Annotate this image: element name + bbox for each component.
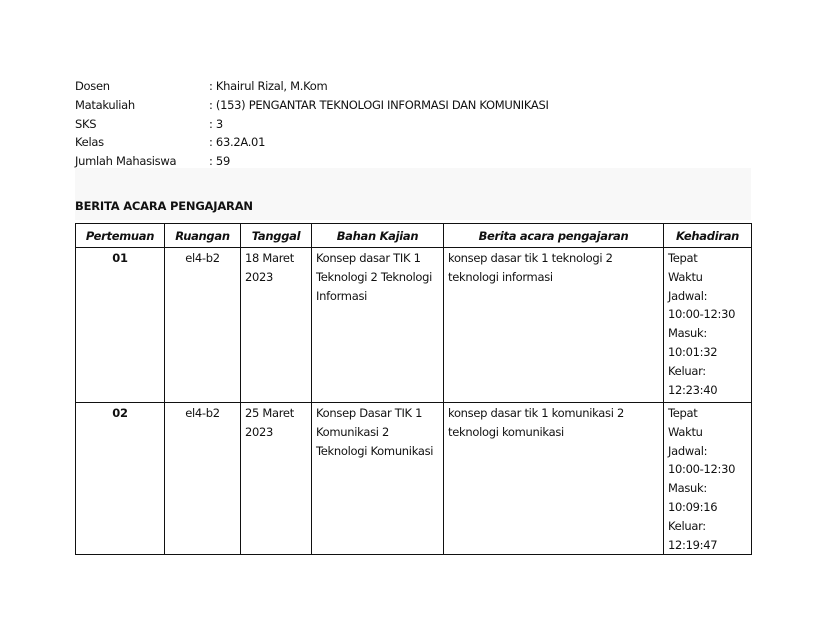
attendance-line: 10:00-12:30: [668, 462, 736, 477]
attendance-list: [668, 248, 747, 399]
cell-text: 01: [112, 251, 128, 265]
cell-text: 25 Maret 2023: [245, 406, 294, 439]
table-header-row: [76, 224, 752, 248]
cell-bahan-kajian: [312, 248, 444, 403]
header-kehadiran: Kehadiran: [664, 224, 752, 248]
info-value: : Khairul Rizal, M.Kom: [209, 79, 328, 93]
attendance-line: Keluar:: [668, 518, 706, 533]
cell-ruangan: [165, 403, 241, 555]
table-row: [76, 403, 752, 555]
attendance-line: 10:09:16: [668, 499, 718, 514]
cell-text: el4-b2: [185, 406, 220, 420]
attendance-line: Masuk:: [668, 326, 707, 341]
table-row: [76, 248, 752, 403]
cell-text: 18 Maret 2023: [245, 251, 294, 284]
cell-ruangan: [165, 248, 241, 403]
section-title: BERITA ACARA PENGAJARAN: [75, 199, 253, 213]
info-value: : (153) PENGANTAR TEKNOLOGI INFORMASI DAN KOMUNIKASI: [209, 97, 549, 112]
cell-tanggal: [241, 248, 312, 403]
cell-kehadiran: [664, 403, 752, 555]
cell-kehadiran: [664, 248, 752, 403]
attendance-line: 10:00-12:30: [668, 307, 736, 322]
attendance-line: 12:19:47: [668, 537, 718, 552]
cell-pertemuan: [76, 248, 165, 403]
cell-berita-acara: [444, 248, 664, 403]
cell-bahan-kajian: [312, 403, 444, 555]
info-label: Dosen: [75, 79, 110, 93]
cell-text: Konsep Dasar TIK 1 Komunikasi 2 Teknologi Komunikasi: [316, 406, 434, 458]
attendance-line: Masuk:: [668, 481, 707, 496]
cell-text: konsep dasar tik 1 komunikasi 2 teknologi komunikasi: [448, 406, 624, 439]
cell-berita-acara: [444, 403, 664, 555]
header-ruangan: Ruangan: [165, 224, 241, 248]
attendance-list: [668, 403, 747, 554]
cell-text: el4-b2: [185, 251, 220, 265]
cell-text: konsep dasar tik 1 teknologi 2 teknologi informasi: [448, 251, 613, 284]
info-row-matakuliah: [75, 96, 549, 115]
attendance-line: 10:01:32: [668, 344, 718, 359]
course-info: [75, 77, 549, 171]
info-label: Kelas: [75, 135, 104, 150]
info-row-kelas: [75, 133, 549, 152]
header-berita-acara: Berita acara pengajaran: [444, 224, 664, 248]
header-tanggal: Tanggal: [241, 224, 312, 248]
info-row-dosen: [75, 77, 549, 96]
cell-tanggal: [241, 403, 312, 555]
attendance-line: Tepat: [668, 406, 698, 420]
attendance-line: Waktu: [668, 424, 703, 439]
info-label: SKS: [75, 116, 97, 131]
info-value: : 59: [209, 154, 230, 169]
header-bahan-kajian: Bahan Kajian: [312, 224, 444, 248]
info-label: Jumlah Mahasiswa: [75, 154, 177, 169]
teaching-record-table: [75, 223, 752, 555]
attendance-line: Waktu: [668, 269, 703, 284]
info-label: Matakuliah: [75, 97, 135, 112]
attendance-line: Tepat: [668, 251, 698, 265]
cell-text: 02: [112, 406, 128, 420]
header-pertemuan: Pertemuan: [76, 224, 165, 248]
attendance-line: Keluar:: [668, 363, 706, 378]
info-row-sks: [75, 115, 549, 134]
info-value: : 3: [209, 116, 223, 131]
info-value: : 63.2A.01: [209, 135, 266, 150]
cell-text: Konsep dasar TIK 1 Teknologi 2 Teknologi Informasi: [316, 251, 433, 303]
cell-pertemuan: [76, 403, 165, 555]
attendance-line: Jadwal:: [668, 443, 708, 458]
attendance-line: 12:23:40: [668, 382, 718, 397]
attendance-line: Jadwal:: [668, 288, 708, 303]
